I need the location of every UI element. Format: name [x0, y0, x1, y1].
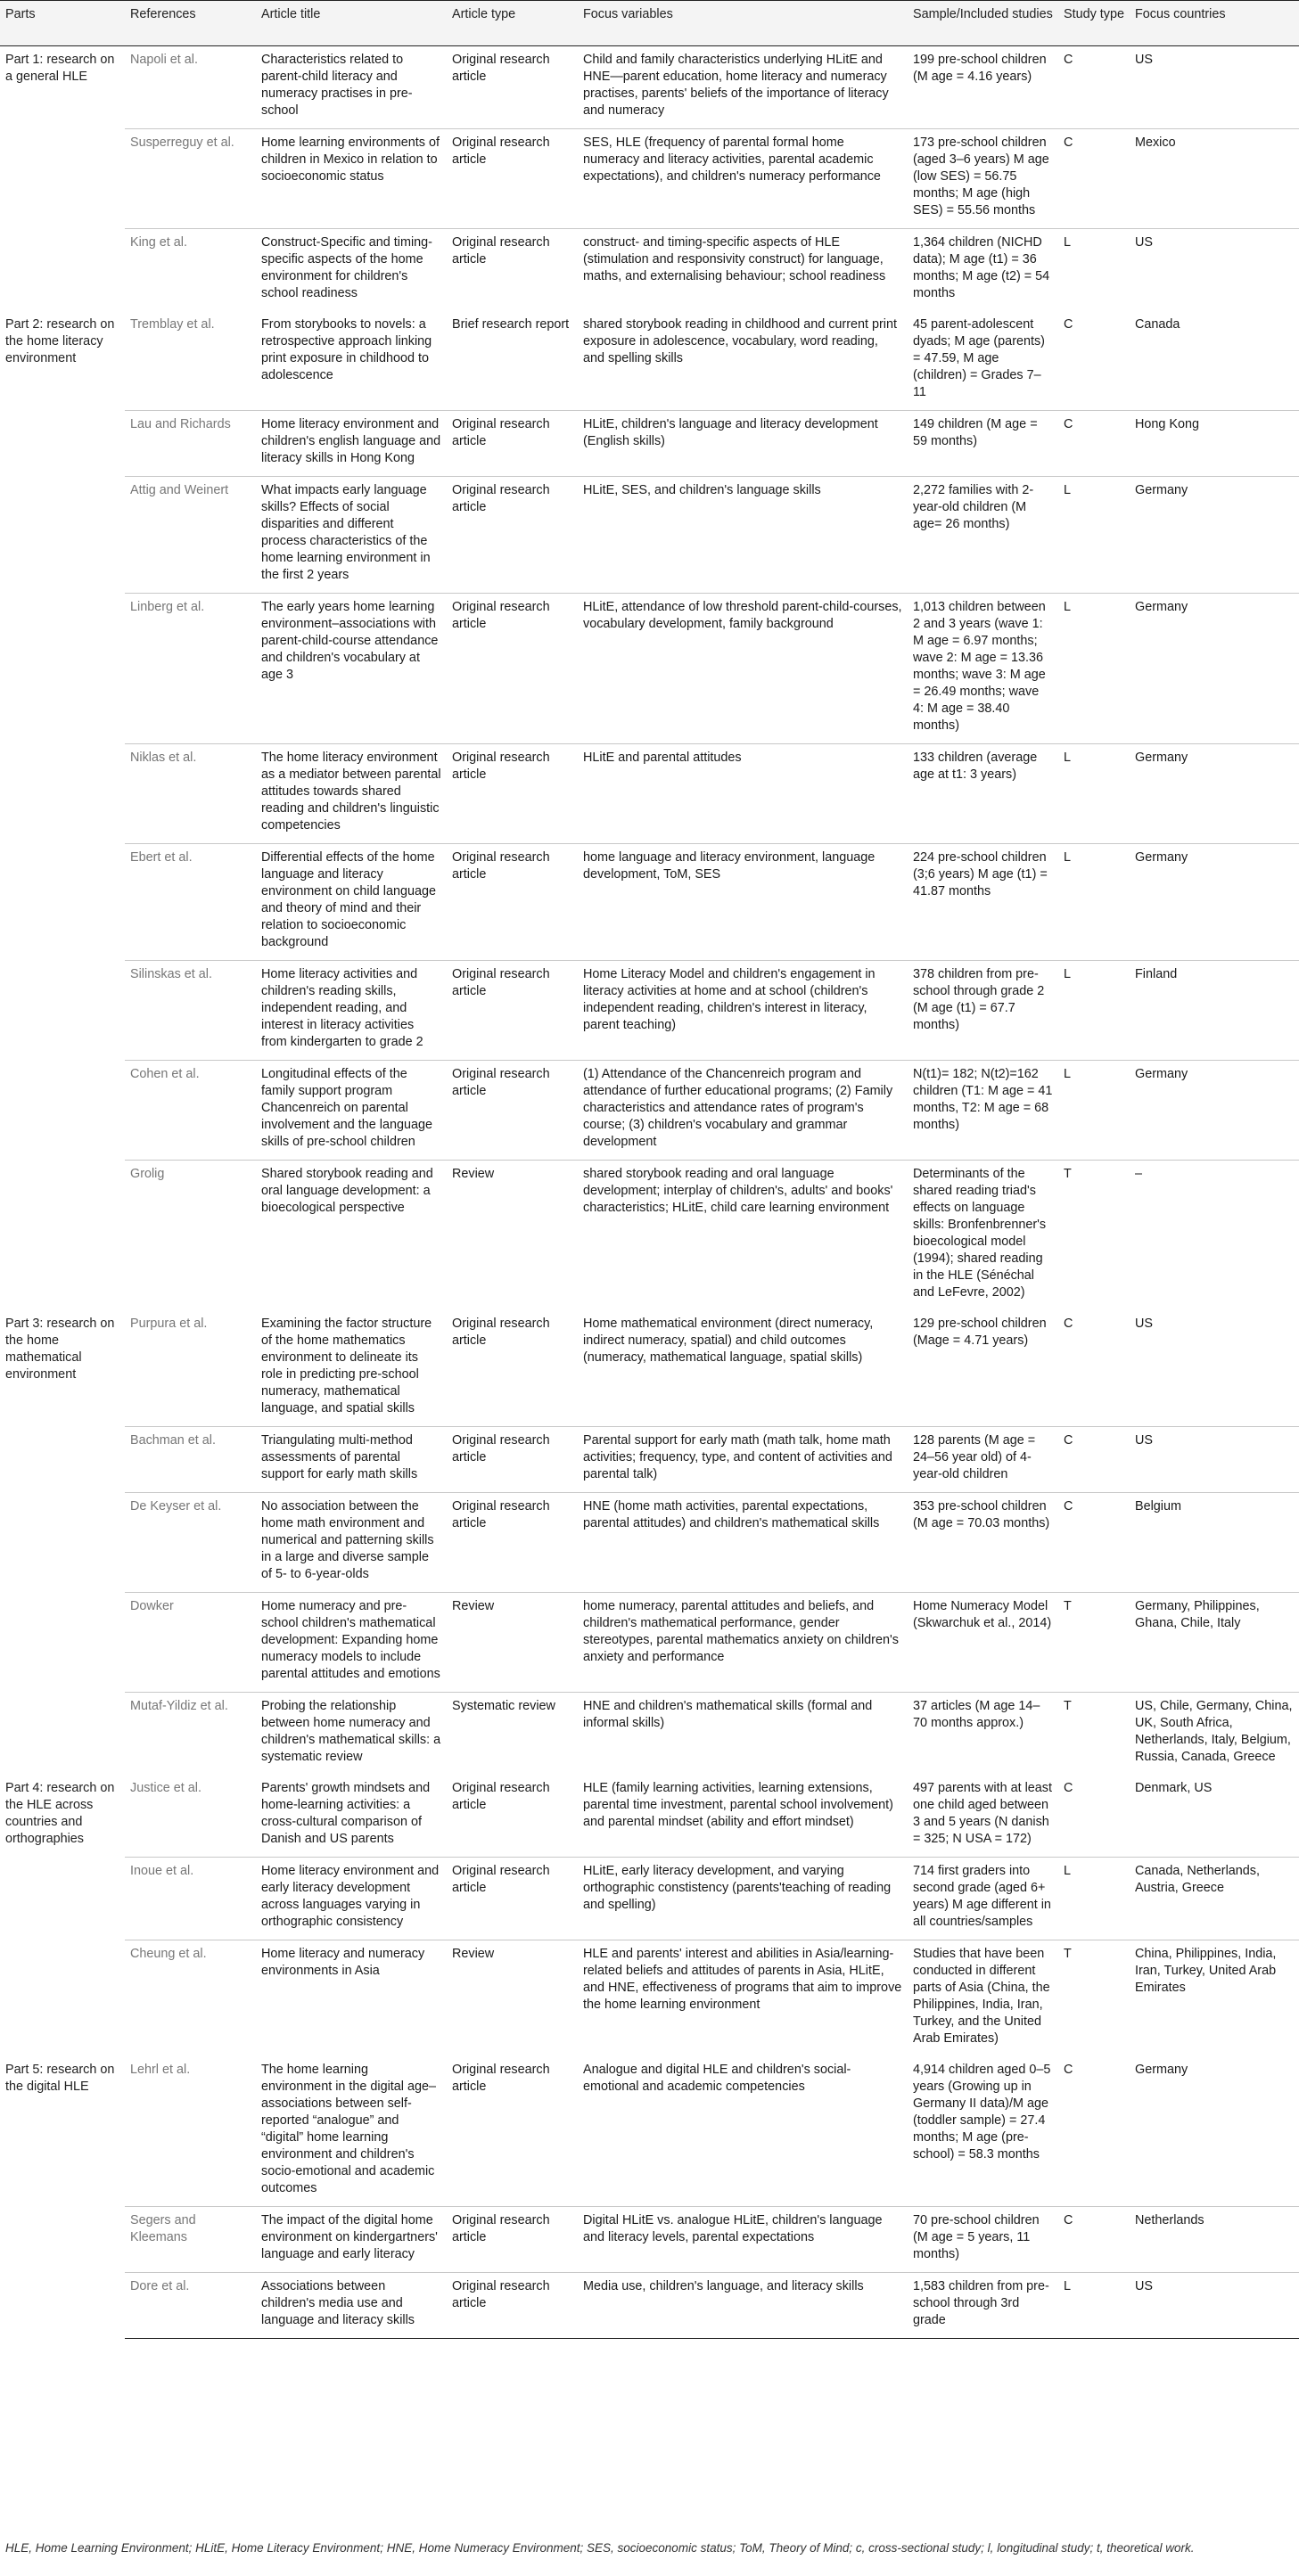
- article-title-cell: The home learning environment in the digital age–associations between self-reported “analogue” and “digital” home learning environment and children's socio-emotional and academic outcomes: [261, 2063, 437, 2195]
- focus-variables-cell: HLitE and parental attitudes: [578, 744, 908, 844]
- study-type-cell: L: [1058, 477, 1130, 594]
- table-footnote: HLE, Home Learning Environment; HLitE, Home Literacy Environment; HNE, Home Numeracy Environment; SES, socioeconomic status; ToM, Theory of Mind; c, cross-sectional study; l, longitudinal study; t, theoretical work.: [5, 2541, 1195, 2555]
- focus-variables-cell: HNE and children's mathematical skills (formal and informal skills): [578, 1693, 908, 1776]
- article-title-cell: The early years home learning environment–associations with parent-child-course attendance and children's vocabulary at age 3: [256, 594, 447, 744]
- article-title-cell: Characteristics related to parent-child literacy and numeracy practises in pre-school: [261, 53, 413, 118]
- reference-cell: Grolig: [125, 1161, 256, 1311]
- sample-cell: 45 parent-adolescent dyads; M age (parents) = 47.59, M age (children) = Grades 7–11: [913, 317, 1045, 399]
- table-row: [0, 311, 1299, 411]
- focus-countries-cell: Canada: [1135, 317, 1180, 332]
- focus-variables-cell: HLitE, early literacy development, and varying orthographic constistency (parents'teaching of reading and spelling): [578, 1858, 908, 1940]
- header-references: References: [125, 1, 256, 46]
- header-focus-variables: Focus variables: [578, 1, 908, 46]
- reference-cell: Silinskas et al.: [125, 961, 256, 1061]
- focus-variables-cell: Media use, children's language, and literacy skills: [578, 2273, 908, 2339]
- sample-cell: 497 parents with at least one child aged between 3 and 5 years (N danish = 325; N USA = 172): [913, 1781, 1052, 1846]
- article-title-cell: Longitudinal effects of the family support program Chancenreich on parental involvement and the language skills of pre-school children: [256, 1061, 447, 1161]
- article-type-cell: Systematic review: [447, 1693, 578, 1776]
- table-row: [0, 1493, 1299, 1593]
- sample-cell: 4,914 children aged 0–5 years (Growing up in Germany II data)/M age (toddler sample) = 27.4 months; M age (pre-school) = 58.3 months: [913, 2063, 1051, 2162]
- article-type-cell: Original research article: [447, 594, 578, 744]
- reference-cell: Susperreguy et al.: [125, 129, 256, 229]
- reference-cell: King et al.: [125, 229, 256, 312]
- focus-countries-cell: US: [1130, 1427, 1299, 1493]
- focus-countries-cell: US: [1135, 1317, 1153, 1331]
- article-title-cell: Home literacy and numeracy environments in Asia: [256, 1940, 447, 2057]
- focus-countries-cell: US, Chile, Germany, China, UK, South Africa, Netherlands, Italy, Belgium, Russia, Canada, Greece: [1130, 1693, 1299, 1776]
- article-title-cell: Home numeracy and pre-school children's mathematical development: Expanding home numeracy models to include parental attitudes and emotions: [256, 1593, 447, 1693]
- focus-countries-cell: US: [1130, 229, 1299, 312]
- table-row: [0, 744, 1299, 844]
- article-title-cell: The home literacy environment as a mediator between parental attitudes towards shared reading and children's linguistic competencies: [256, 744, 447, 844]
- article-type-cell: Original research article: [447, 744, 578, 844]
- study-type-cell: T: [1058, 1693, 1130, 1776]
- focus-variables-cell: construct- and timing-specific aspects of HLE (stimulation and responsivity construct) for language, maths, and externalising behaviour; school readiness: [578, 229, 908, 312]
- reference-cell: Cohen et al.: [125, 1061, 256, 1161]
- table-row: [0, 2056, 1299, 2207]
- study-type-cell: L: [1058, 229, 1130, 312]
- focus-countries-cell: Denmark, US: [1135, 1781, 1213, 1795]
- header-parts: Parts: [0, 1, 125, 46]
- reference-cell: Attig and Weinert: [125, 477, 256, 594]
- sample-cell: Home Numeracy Model (Skwarchuk et al., 2014): [908, 1593, 1058, 1693]
- reference-cell: Dowker: [125, 1593, 256, 1693]
- article-type-cell: Brief research report: [452, 317, 570, 332]
- reference-cell: Inoue et al.: [125, 1858, 256, 1940]
- article-type-cell: Original research article: [447, 1427, 578, 1493]
- study-type-cell: L: [1058, 961, 1130, 1061]
- focus-countries-cell: Germany: [1130, 594, 1299, 744]
- reference-cell: Ebert et al.: [125, 844, 256, 961]
- study-type-cell: C: [1058, 411, 1130, 477]
- sample-cell: 199 pre-school children (M age = 4.16 years): [913, 53, 1047, 84]
- table-row: [0, 1693, 1299, 1776]
- sample-cell: 173 pre-school children (aged 3–6 years) M age (low SES) = 56.75 months; M age (high SES) = 55.56 months: [908, 129, 1058, 229]
- sample-cell: 1,364 children (NICHD data); M age (t1) = 36 months; M age (t2) = 54 months: [908, 229, 1058, 312]
- focus-variables-cell: HLE (family learning activities, learning extensions, parental time investment, parental school involvement) and parental mindset (ability and effort mindset): [583, 1781, 893, 1829]
- sample-cell: 133 children (average age at t1: 3 years): [908, 744, 1058, 844]
- study-type-cell: C: [1064, 1781, 1073, 1795]
- reference-cell: Lehrl et al.: [130, 2063, 191, 2077]
- part-label: Part 3: research on the home mathematical environment: [5, 1317, 115, 1382]
- article-type-cell: Original research article: [447, 477, 578, 594]
- table-row: [0, 229, 1299, 312]
- reference-cell: Bachman et al.: [125, 1427, 256, 1493]
- table-row: [0, 411, 1299, 477]
- article-type-cell: Original research article: [447, 1061, 578, 1161]
- focus-variables-cell: home numeracy, parental attitudes and beliefs, and children's mathematical performance, gender stereotypes, parental mathematics anxiety on children's anxiety and performance: [578, 1593, 908, 1693]
- part-label: Part 4: research on the HLE across countries and orthographies: [5, 1781, 115, 1846]
- article-type-cell: Original research article: [447, 844, 578, 961]
- study-type-cell: L: [1058, 744, 1130, 844]
- article-type-cell: Original research article: [447, 2207, 578, 2273]
- header-focus-countries: Focus countries: [1130, 1, 1299, 46]
- focus-variables-cell: HLE and parents' interest and abilities in Asia/learning- related beliefs and attitudes of parents in Asia, HLitE, and HNE, effectiveness of programs that aim to improve the home learning environment: [578, 1940, 908, 2057]
- study-type-cell: T: [1058, 1940, 1130, 2057]
- article-type-cell: Original research article: [452, 53, 550, 84]
- focus-countries-cell: Germany: [1130, 844, 1299, 961]
- part-label: Part 1: research on a general HLE: [5, 53, 115, 84]
- sample-cell: 353 pre-school children (M age = 70.03 months): [908, 1493, 1058, 1593]
- article-type-cell: Review: [447, 1940, 578, 2057]
- reference-cell: Napoli et al.: [130, 53, 198, 67]
- header-study-type: Study type: [1058, 1, 1130, 46]
- sample-cell: 1,013 children between 2 and 3 years (wave 1: M age = 6.97 months; wave 2: M age = 13.36 months; wave 3: M age = 26.49 months; wave 4: M age = 38.40 months): [908, 594, 1058, 744]
- reference-cell: Purpura et al.: [130, 1317, 208, 1331]
- reference-cell: Lau and Richards: [125, 411, 256, 477]
- study-type-cell: T: [1058, 1161, 1130, 1311]
- header-article-type: Article type: [447, 1, 578, 46]
- article-type-cell: Review: [447, 1593, 578, 1693]
- article-type-cell: Original research article: [447, 961, 578, 1061]
- study-type-cell: L: [1058, 594, 1130, 744]
- article-title-cell: Home learning environments of children in Mexico in relation to socioeconomic status: [256, 129, 447, 229]
- focus-variables-cell: Digital HLitE vs. analogue HLitE, children's language and literacy levels, parental expectations: [578, 2207, 908, 2273]
- reference-cell: Segers and Kleemans: [125, 2207, 256, 2273]
- study-type-cell: C: [1058, 129, 1130, 229]
- table-row: [0, 2207, 1299, 2273]
- focus-countries-cell: Canada, Netherlands, Austria, Greece: [1130, 1858, 1299, 1940]
- focus-variables-cell: HLitE, SES, and children's language skills: [578, 477, 908, 594]
- table-row: [0, 1940, 1299, 2057]
- article-title-cell: The impact of the digital home environment on kindergartners' language and early literacy: [256, 2207, 447, 2273]
- article-type-cell: Review: [447, 1161, 578, 1311]
- focus-countries-cell: Finland: [1130, 961, 1299, 1061]
- focus-variables-cell: (1) Attendance of the Chancenreich program and attendance of further educational programs; (2) Family characteristics and attendance rates of program's course; (3) children's vocabulary and grammar development: [578, 1061, 908, 1161]
- sample-cell: 149 children (M age = 59 months): [908, 411, 1058, 477]
- table-row: [0, 844, 1299, 961]
- table-body: [0, 46, 1299, 2339]
- article-title-cell: From storybooks to novels: a retrospective approach linking print exposure in childhood to adolescence: [261, 317, 432, 382]
- article-title-cell: Examining the factor structure of the home mathematics environment to delineate its role in predicting pre-school numeracy, mathematical language, and spatial skills: [261, 1317, 432, 1415]
- study-type-cell: C: [1064, 2063, 1073, 2077]
- study-type-cell: C: [1058, 2207, 1130, 2273]
- reference-cell: Tremblay et al.: [130, 317, 215, 332]
- sample-cell: 1,583 children from pre-school through 3rd grade: [908, 2273, 1058, 2339]
- article-type-cell: Original research article: [452, 2063, 550, 2094]
- focus-countries-cell: –: [1130, 1161, 1299, 1311]
- sample-cell: 224 pre-school children (3;6 years) M age (t1) = 41.87 months: [908, 844, 1058, 961]
- part-label: Part 2: research on the home literacy environment: [5, 317, 115, 365]
- focus-variables-cell: Analogue and digital HLE and children's social-emotional and academic competencies: [583, 2063, 851, 2094]
- focus-variables-cell: HLitE, children's language and literacy development (English skills): [578, 411, 908, 477]
- reference-cell: Niklas et al.: [125, 744, 256, 844]
- table-header-row: [0, 1, 1299, 46]
- focus-variables-cell: shared storybook reading in childhood and current print exposure in adolescence, vocabulary, word reading, and spelling skills: [583, 317, 897, 365]
- reference-cell: De Keyser et al.: [125, 1493, 256, 1593]
- study-type-cell: C: [1058, 1427, 1130, 1493]
- article-title-cell: Shared storybook reading and oral language development: a bioecological perspective: [256, 1161, 447, 1311]
- reference-cell: Justice et al.: [130, 1781, 201, 1795]
- study-type-cell: T: [1058, 1593, 1130, 1693]
- reference-cell: Dore et al.: [125, 2273, 256, 2339]
- article-type-cell: Original research article: [447, 2273, 578, 2339]
- table-row: [0, 961, 1299, 1061]
- focus-countries-cell: Belgium: [1130, 1493, 1299, 1593]
- reference-cell: Mutaf-Yildiz et al.: [125, 1693, 256, 1776]
- focus-variables-cell: shared storybook reading and oral language development; interplay of children's, adults' and books' characteristics; HLitE, child care learning environment: [578, 1161, 908, 1311]
- reference-cell: Linberg et al.: [125, 594, 256, 744]
- article-title-cell: Home literacy environment and children's english language and literacy skills in Hong Kong: [256, 411, 447, 477]
- focus-countries-cell: US: [1130, 2273, 1299, 2339]
- table-row: [0, 477, 1299, 594]
- focus-countries-cell: Netherlands: [1130, 2207, 1299, 2273]
- study-type-cell: L: [1058, 1858, 1130, 1940]
- table-row: [0, 1858, 1299, 1940]
- focus-variables-cell: HNE (home math activities, parental expectations, parental attitudes) and children's mathematical skills: [578, 1493, 908, 1593]
- table-row: [0, 46, 1299, 129]
- article-type-cell: Original research article: [452, 1781, 550, 1812]
- sample-cell: 714 first graders into second grade (aged 6+ years) M age different in all countries/samples: [908, 1858, 1058, 1940]
- article-title-cell: Home literacy activities and children's reading skills, independent reading, and interest in literacy activities from kindergarten to grade 2: [256, 961, 447, 1061]
- header-article-title: Article title: [256, 1, 447, 46]
- article-title-cell: No association between the home math environment and numerical and patterning skills in a large and diverse sample of 5- to 6-year-olds: [256, 1493, 447, 1593]
- sample-cell: 378 children from pre-school through grade 2 (M age (t1) = 67.7 months): [908, 961, 1058, 1061]
- focus-variables-cell: Home mathematical environment (direct numeracy, indirect numeracy, spatial) and child outcomes (numeracy, mathematical language, spatial skills): [583, 1317, 874, 1365]
- focus-countries-cell: Germany: [1135, 2063, 1188, 2077]
- table-row: [0, 594, 1299, 744]
- sample-cell: 37 articles (M age 14–70 months approx.): [908, 1693, 1058, 1776]
- focus-countries-cell: China, Philippines, India, Iran, Turkey, United Arab Emirates: [1130, 1940, 1299, 2057]
- focus-countries-cell: Germany, Philippines, Ghana, Chile, Italy: [1130, 1593, 1299, 1693]
- article-title-cell: Parents' growth mindsets and home-learning activities: a cross-cultural comparison of Danish and US parents: [261, 1781, 431, 1846]
- article-type-cell: Original research article: [447, 1858, 578, 1940]
- study-type-cell: C: [1058, 1493, 1130, 1593]
- article-type-cell: Original research article: [447, 411, 578, 477]
- header-sample: Sample/Included studies: [908, 1, 1058, 46]
- focus-variables-cell: Home Literacy Model and children's engagement in literacy activities at home and at school (children's independent reading, children's interest in literacy, parent teaching): [578, 961, 908, 1061]
- study-type-cell: L: [1058, 1061, 1130, 1161]
- focus-countries-cell: Germany: [1130, 1061, 1299, 1161]
- article-type-cell: Original research article: [447, 129, 578, 229]
- focus-variables-cell: Parental support for early math (math talk, home math activities; frequency, type, and content of activities and parental talk): [578, 1427, 908, 1493]
- study-type-cell: L: [1058, 844, 1130, 961]
- part-label: Part 5: research on the digital HLE: [5, 2063, 115, 2094]
- study-type-cell: C: [1064, 53, 1073, 67]
- article-title-cell: Construct-Specific and timing-specific aspects of the home environment for children's school readiness: [256, 229, 447, 312]
- article-title-cell: What impacts early language skills? Effects of social disparities and different process characteristics of the home learning environment in the first 2 years: [256, 477, 447, 594]
- sample-cell: 70 pre-school children (M age = 5 years, 11 months): [908, 2207, 1058, 2273]
- study-type-cell: C: [1064, 317, 1073, 332]
- focus-countries-cell: Mexico: [1130, 129, 1299, 229]
- reference-cell: Cheung et al.: [125, 1940, 256, 2057]
- sample-cell: Studies that have been conducted in different parts of Asia (China, the Philippines, India, Iran, Turkey, and the United Arab Emirates): [908, 1940, 1058, 2057]
- sample-cell: N(t1)= 182; N(t2)=162 children (T1: M age = 41 months, T2: M age = 68 months): [908, 1061, 1058, 1161]
- article-title-cell: Associations between children's media use and language and literacy skills: [256, 2273, 447, 2339]
- focus-variables-cell: home language and literacy environment, language development, ToM, SES: [578, 844, 908, 961]
- focus-countries-cell: US: [1135, 53, 1153, 67]
- study-type-cell: C: [1064, 1317, 1073, 1331]
- study-type-cell: L: [1058, 2273, 1130, 2339]
- focus-countries-cell: Germany: [1130, 477, 1299, 594]
- article-type-cell: Original research article: [447, 229, 578, 312]
- table-row: [0, 2273, 1299, 2339]
- focus-countries-cell: Germany: [1130, 744, 1299, 844]
- table-row: [0, 1061, 1299, 1161]
- focus-variables-cell: Child and family characteristics underlying HLitE and HNE—parent education, home literacy and numeracy practises, parents' beliefs of the importance of literacy and numeracy: [583, 53, 889, 118]
- sample-cell: 2,272 families with 2-year-old children (M age= 26 months): [908, 477, 1058, 594]
- sample-cell: 129 pre-school children (Mage = 4.71 years): [913, 1317, 1047, 1348]
- article-title-cell: Triangulating multi-method assessments of parental support for early math skills: [256, 1427, 447, 1493]
- article-type-cell: Original research article: [447, 1493, 578, 1593]
- article-title-cell: Probing the relationship between home numeracy and children's mathematical skills: a systematic review: [256, 1693, 447, 1776]
- sample-cell: 128 parents (M age = 24–56 year old) of 4-year-old children: [908, 1427, 1058, 1493]
- table-row: [0, 1427, 1299, 1493]
- sample-cell: Determinants of the shared reading triad's effects on language skills: Bronfenbrenner's bioecological model (1994); shared reading in the HLE (Sénéchal and LeFevre, 2002): [908, 1161, 1058, 1311]
- table-row: [0, 1310, 1299, 1427]
- article-type-cell: Original research article: [452, 1317, 550, 1348]
- article-title-cell: Home literacy environment and early literacy development across languages varying in orthographic consistency: [256, 1858, 447, 1940]
- article-title-cell: Differential effects of the home language and literacy environment on child language and theory of mind and their relation to socioeconomic background: [256, 844, 447, 961]
- focus-variables-cell: HLitE, attendance of low threshold parent-child-courses, vocabulary development, family background: [578, 594, 908, 744]
- focus-variables-cell: SES, HLE (frequency of parental formal home numeracy and literacy activities, parental academic expectations), and children's numeracy performance: [578, 129, 908, 229]
- table-row: [0, 1593, 1299, 1693]
- table-row: [0, 1161, 1299, 1311]
- table-row: [0, 129, 1299, 229]
- table-row: [0, 1775, 1299, 1858]
- focus-countries-cell: Hong Kong: [1130, 411, 1299, 477]
